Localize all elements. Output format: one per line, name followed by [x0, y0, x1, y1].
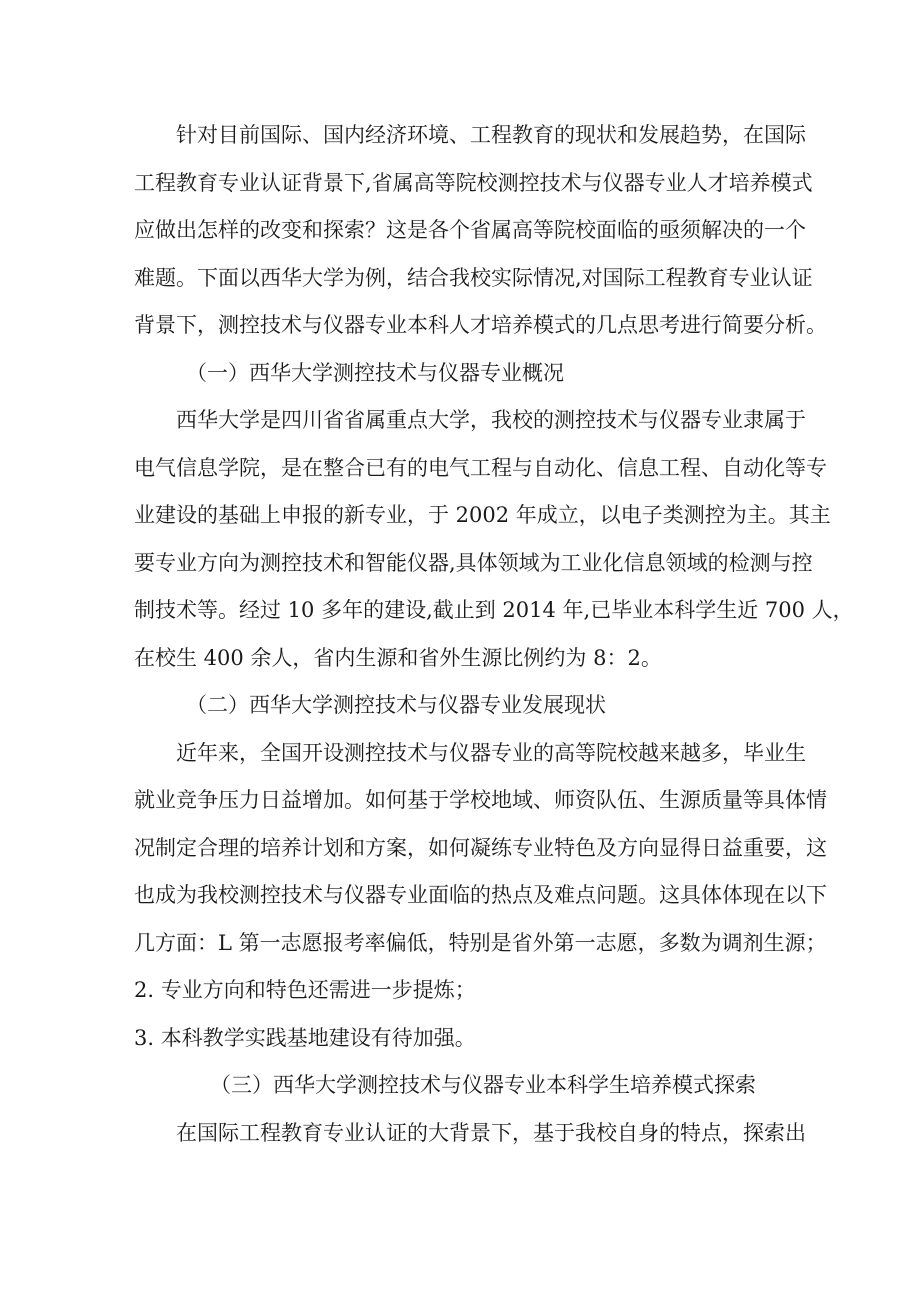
text-line: 业建设的基础上申报的新专业，于 2002 年成立，以电子类测控为主。其主 — [134, 503, 831, 527]
text-line: 工程教育专业认证背景下,省属高等院校测控技术与仪器专业人才培养模式 — [134, 170, 813, 195]
text-line: 难题。下面以西华大学为例，结合我校实际情况,对国际工程教育专业认证 — [134, 265, 813, 290]
text-line: 应做出怎样的改变和探索？这是各个省属高等院校面临的亟须解决的一个 — [134, 218, 806, 242]
text-line: 况制定合理的培养计划和方案，如何凝练专业特色及方向显得日益重要，这 — [134, 835, 827, 860]
text-line: 在国际工程教育专业认证的大背景下，基于我校自身的特点，探索出 — [176, 1120, 806, 1145]
text-line: 电气信息学院，是在整合已有的电气工程与自动化、信息工程、自动化等专 — [134, 455, 827, 480]
text-line: 几方面：L 第一志愿报考率偏低，特别是省外第一志愿，多数为调剂生源； — [134, 930, 827, 955]
paragraph-overview — [134, 397, 854, 682]
paragraph-status — [134, 730, 827, 968]
document-body — [134, 112, 854, 1157]
text-line: 西华大学是四川省省属重点大学，我校的测控技术与仪器专业隶属于 — [176, 408, 806, 432]
paragraph-intro — [134, 112, 827, 350]
text-line: 背景下，测控技术与仪器专业本科人才培养模式的几点思考进行简要分析。 — [134, 313, 827, 337]
text-line: 针对目前国际、国内经济环境、工程教育的现状和发展趋势，在国际 — [176, 123, 806, 147]
section-heading-3: （三）西华大学测控技术与仪器专业本科学生培养模式探索 — [210, 1073, 756, 1097]
text-line: 就业竞争压力日益增加。如何基于学校地域、师资队伍、生源质量等具体情 — [134, 788, 827, 812]
numbered-list — [134, 967, 794, 1062]
text-line: 制技术等。经过 10 多年的建设,截止到 2014 年,已毕业本科学生近 700 人， — [134, 598, 854, 622]
section-heading-1: （一）西华大学测控技术与仪器专业概况 — [186, 360, 564, 385]
text-line: 近年来，全国开设测控技术与仪器专业的高等院校越来越多，毕业生 — [176, 740, 806, 765]
list-item: 2. 专业方向和特色还需进一步提炼； — [134, 978, 476, 1002]
text-line: 在校生 400 余人，省内生源和省外生源比例约为 8：2。 — [134, 645, 662, 670]
text-line: 要专业方向为测控技术和智能仪器,具体领域为工业化信息领域的检测与控 — [134, 550, 813, 575]
text-line: 也成为我校测控技术与仪器专业面临的热点及难点问题。这具体体现在以下 — [134, 883, 827, 907]
list-item: 3. 本科教学实践基地建设有待加强。 — [134, 1025, 476, 1050]
paragraph-exploration — [134, 1110, 806, 1158]
section-heading-2: （二）西华大学测控技术与仪器专业发展现状 — [186, 693, 606, 717]
